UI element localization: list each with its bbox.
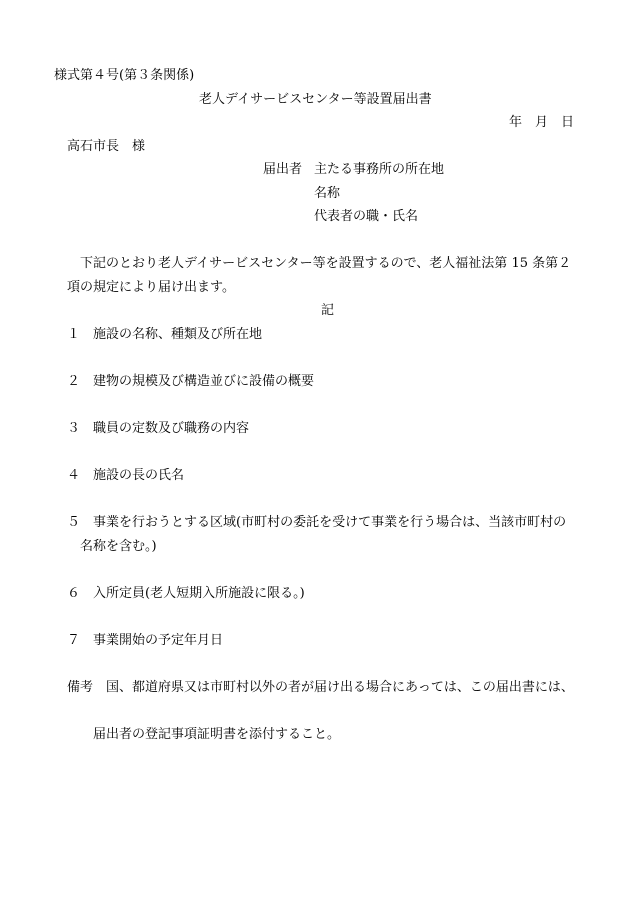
item-text: 事業を行おうとする区域(市町村の委託を受けて事業を行う場合は、当該市町村の	[93, 515, 567, 530]
item-text: 事業開始の予定年月日	[93, 633, 224, 648]
item-text: 施設の長の氏名	[93, 468, 185, 483]
item-text-continued: 名称を含む。)	[80, 539, 157, 554]
item-number: ３	[67, 421, 81, 436]
item-number: ４	[67, 468, 81, 483]
ki-heading: 記	[321, 303, 335, 318]
date-line: 年 月 日	[509, 115, 575, 130]
body-text-line-2: 項の規定により届け出ます。	[67, 280, 235, 295]
remarks-line-1: 国、都道府県又は市町村以外の者が届け出る場合にあっては、この届出書には、	[106, 680, 574, 695]
body-text-line-1: 下記のとおり老人デイサービスセンター等を設置するので、老人福祉法第 15 条第２	[80, 256, 572, 271]
notifier-name-label: 名称	[314, 186, 341, 201]
addressee: 高石市長 様	[67, 139, 146, 154]
notifier-address-label: 主たる事務所の所在地	[314, 162, 445, 177]
notifier-representative-label: 代表者の職・氏名	[314, 209, 419, 224]
item-number: ７	[67, 633, 81, 648]
item-text: 職員の定数及び職務の内容	[93, 421, 250, 436]
item-text: 施設の名称、種類及び所在地	[93, 327, 263, 342]
item-text: 入所定員(老人短期入所施設に限る。)	[93, 586, 305, 601]
document-title: 老人デイサービスセンター等設置届出書	[199, 92, 432, 107]
item-text: 建物の規模及び構造並びに設備の概要	[93, 374, 315, 389]
item-number: １	[67, 327, 81, 342]
form-number: 様式第４号(第３条関係)	[54, 68, 195, 83]
remarks-label: 備考	[67, 680, 94, 695]
item-number: ５	[67, 515, 81, 530]
item-number: ２	[67, 374, 81, 389]
remarks-line-2: 届出者の登記事項証明書を添付すること。	[93, 727, 341, 742]
notifier-label: 届出者	[263, 162, 303, 177]
item-number: ６	[67, 586, 81, 601]
